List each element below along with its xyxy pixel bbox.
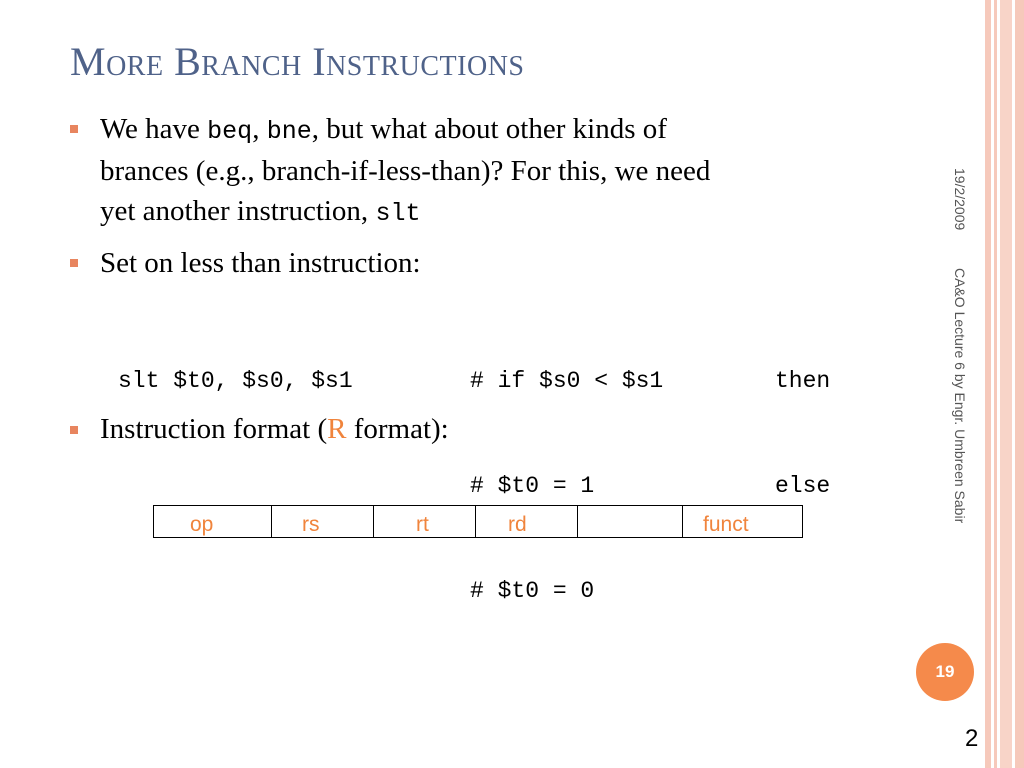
code-slt: slt: [375, 199, 421, 228]
code-row: [118, 364, 830, 399]
field-rs: rs: [272, 506, 374, 538]
code-block: [118, 294, 830, 644]
code-comment: # if $s0 < $s1: [470, 368, 664, 394]
code-row: [118, 574, 830, 609]
code-keyword: else: [775, 473, 831, 499]
code-beq: beq: [207, 117, 253, 146]
table-row: [154, 506, 803, 538]
field-rt: rt: [374, 506, 476, 538]
decor-stripe: [985, 0, 991, 768]
bullet-1-line-2: brances (e.g., branch-if-less-than)? For this, we need: [100, 155, 711, 187]
code-bne: bne: [266, 117, 312, 146]
code-comment: # $t0 = 1: [470, 473, 595, 499]
side-date: 19/2/2009: [952, 168, 968, 231]
page-number: 2: [965, 725, 979, 752]
code-keyword: then: [775, 368, 831, 394]
text-run: ,: [252, 113, 267, 145]
field-shamt: [578, 506, 683, 538]
code-instruction: slt $t0, $s0, $s1: [118, 368, 353, 394]
r-format-table: [153, 505, 803, 538]
bullet-2: Set on less than instruction:: [100, 247, 421, 279]
field-op: op: [154, 506, 272, 538]
code-row: [118, 469, 830, 504]
field-funct: funct: [683, 506, 803, 538]
code-instruction: [118, 469, 470, 504]
bullet-marker: [70, 426, 78, 434]
code-instruction: [118, 574, 470, 609]
decor-stripe: [1000, 0, 1012, 768]
bullet-1-line-1: [100, 108, 667, 153]
format-r-highlight: R: [327, 413, 347, 445]
code-comment: # $t0 = 0: [470, 578, 595, 604]
text-run: Instruction format (: [100, 413, 328, 445]
decor-stripe: [994, 0, 997, 768]
bullet-1-line-3: [100, 190, 420, 235]
side-caption: CA&O Lecture 6 by Engr. Umbreen Sabir: [952, 268, 968, 524]
text-run: , but what about other kinds of: [311, 113, 667, 145]
field-rd: rd: [476, 506, 578, 538]
slide-title: More Branch Instructions: [70, 39, 525, 84]
text-run: yet another instruction,: [100, 195, 376, 227]
bullet-marker: [70, 125, 78, 133]
bullet-3: [100, 408, 449, 450]
decor-stripe: [1015, 0, 1024, 768]
text-run: format):: [346, 413, 449, 445]
bullet-marker: [70, 259, 78, 267]
text-run: We have: [100, 113, 208, 145]
slide-number-badge: 19: [916, 643, 974, 701]
